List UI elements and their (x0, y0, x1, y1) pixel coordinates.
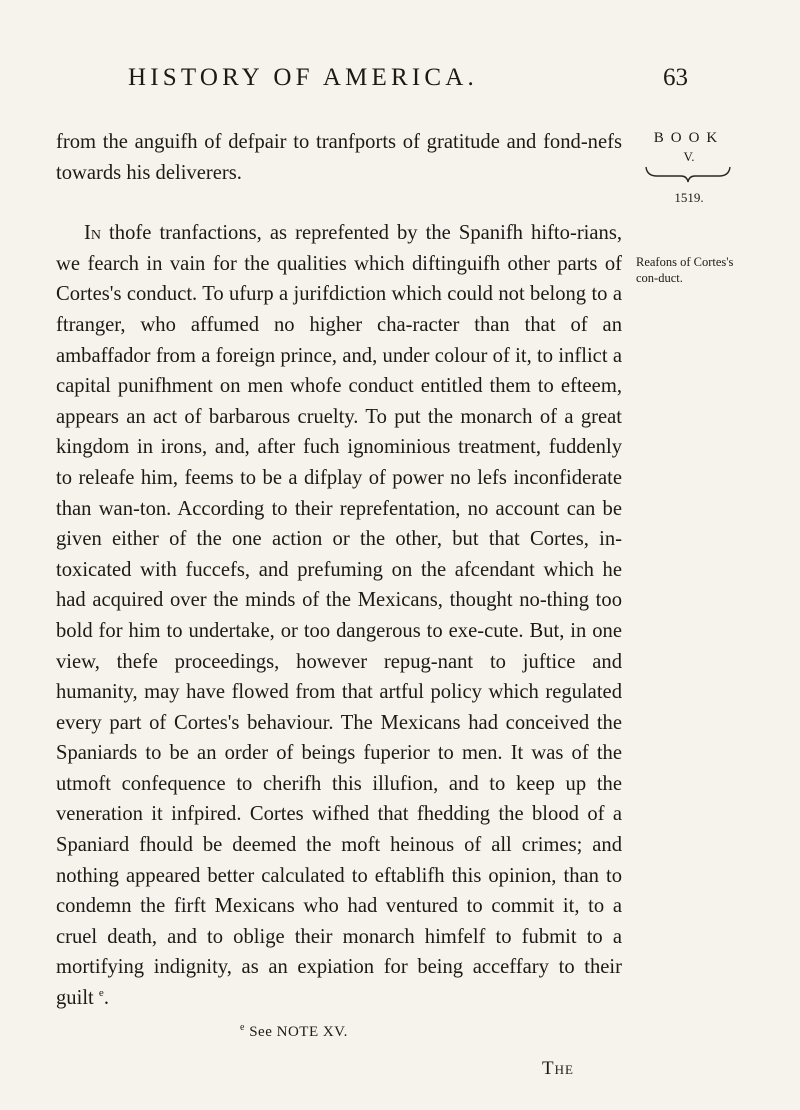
paragraph-main (56, 218, 622, 1013)
running-title: HISTORY OF AMERICA. (128, 64, 478, 91)
paragraph-continuation: from the anguifh of defpair to tranfports of gratitude and fond-nefs towards his deliverers. (56, 131, 622, 184)
brace-ornament (643, 164, 733, 184)
footnote (240, 1022, 348, 1041)
paragraph-main-text: thofe tranfactions, as reprefented by the Spanifh hifto-rians, we fearch in vain for the qualities which diftinguifh other parts of Cortes's conduct. To ufurp a jurifdiction which could not belong to a ftranger, who affumed no higher cha-racter than that of an ambaffador from a foreign prince, and, under colour of it, to inflict a capital punifhment on men whofe conduct entitled them to efteem, appears an act of barbarous cruelty. To put the monarch of a great kingdom in irons, and, after fuch ignominious treatment, fuddenly to releafe him, feems to be a difplay of power no lefs inconfiderate than wan-ton. According to their reprefentation, no account can be given either of the one action or the other, but that Cortes, in-toxicated with fuccefs, and prefuming on the afcendant which he had acquired over the minds of the Mexicans, thought no-thing too bold for him to undertake, or too dangerous to exe-cute. But, in one view, thefe proceedings, however repug-nant to juftice and humanity, may have flowed from that artful policy which regulated every part of Cortes's behaviour. The Mexicans had conceived the Spaniards to be an order of beings fuperior to men. It was of the utmoft confequence to cherifh this illufion, and to keep up the veneration it infpired. Cortes wifhed that fhedding the blood of a Spaniard fhould be deemed the moft heinous of all crimes; and nothing appeared better calculated to eftablifh this opinion, than to condemn the firft Mexicans who had ventured to commit it, to a cruel death, and to oblige their monarch himfelf to fubmit to a mortifying indignity, as an expiation for being acceffary to their guilt (56, 222, 622, 1010)
paragraph-end-punctuation: . (103, 987, 109, 1010)
page-number: 63 (663, 64, 688, 91)
paragraph-lead-word: In (84, 222, 101, 245)
margin-side-note: Reafons of Cortes's con-duct. (636, 255, 734, 285)
margin-year: 1519. (674, 190, 704, 205)
footnote-text: See NOTE XV. (244, 1024, 348, 1040)
footnote-mark: e (240, 1022, 245, 1033)
body-text (56, 127, 622, 1014)
margin-book-label: BOOK (653, 130, 725, 146)
running-header (128, 64, 688, 98)
catchword: The (542, 1058, 574, 1079)
footnote-reference: e (98, 987, 104, 1000)
margin-book-number: V. (683, 149, 695, 164)
